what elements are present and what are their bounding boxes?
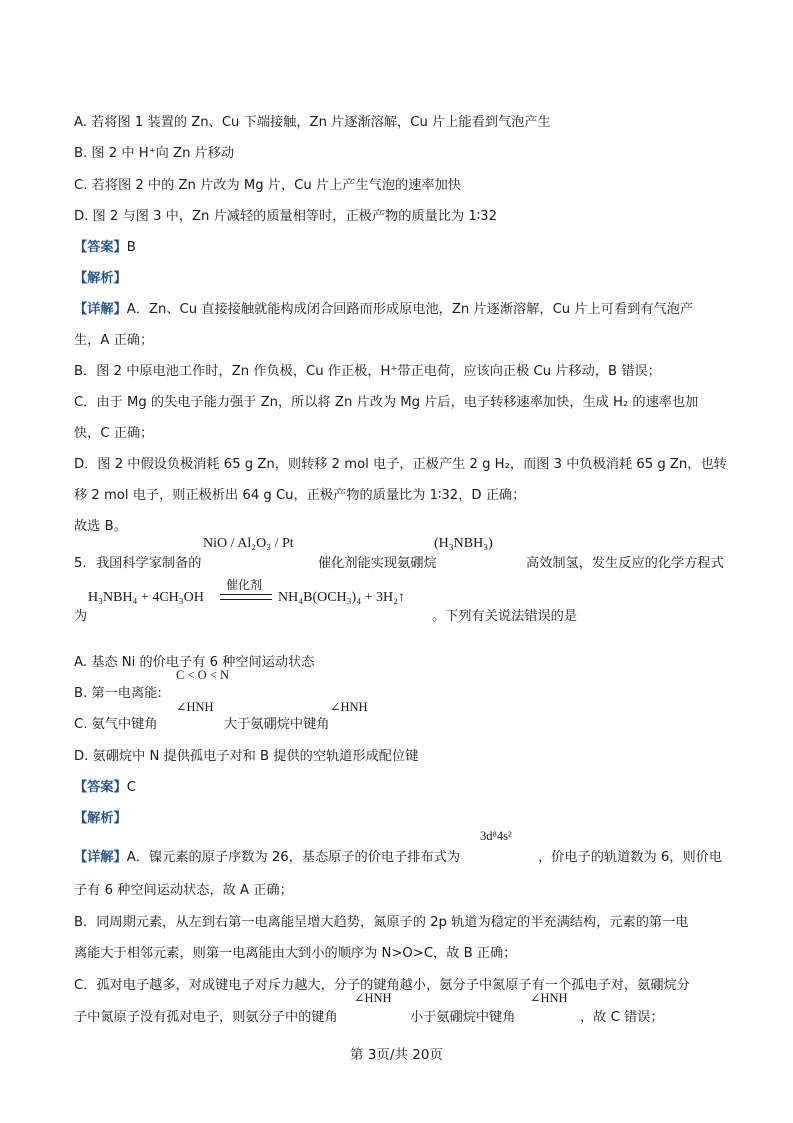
q5-stem-part1: 我国科学家制备的 xyxy=(96,556,202,571)
q5-answer xyxy=(74,779,136,797)
answer-value: C xyxy=(126,780,136,795)
q5-catalyst-formula: NiO / Al₂O₃ / Pt xyxy=(203,536,294,551)
q5-detail-c2b: 小于氨硼烷中键角 xyxy=(410,1010,516,1025)
q5-option-c-angle1: ∠HNH xyxy=(176,700,214,714)
q4-detail-d1: D．图 2 中假设负极消耗 65 g Zn，则转移 2 mol 电子，正极产生 2 g H₂，而图 3 中负极消耗 65 g Zn，也转 xyxy=(74,457,727,472)
q5-equation-left: H₃NBH₄ + 4CH₃OH xyxy=(88,590,204,605)
q5-stem-part3: 高效制氢，发生反应的化学方程式 xyxy=(526,556,724,571)
answer-value: B xyxy=(126,240,136,255)
page-footer: 第 3页/共 20页 xyxy=(350,1047,443,1063)
q5-electron-config: 3d⁸4s² xyxy=(480,829,512,843)
q4-option-d: D. 图 2 与图 3 中，Zn 片减轻的质量相等时，正极产物的质量比为 1∶32 xyxy=(74,209,497,224)
q4-analysis-label: 【解析】 xyxy=(74,271,127,286)
q5-number: 5. xyxy=(74,556,87,571)
q5-detail-b1: B．同周期元素，从左到右第一电离能呈增大趋势，氮原子的 2p 轨道为稳定的半充满结构，元素的第一电 xyxy=(74,915,689,930)
q5-option-a: A. 基态 Ni 的价电子有 6 种空间运动状态 xyxy=(74,655,315,670)
q5-detail-a1 xyxy=(74,849,460,867)
q5-analysis-label: 【解析】 xyxy=(74,811,127,826)
q5-detail-c1: C．孤对电子越多，对成键电子对斥力越大，分子的键角越小，氨分子中氮原子有一个孤电子对，氨硼烷分 xyxy=(74,978,690,993)
q4-answer xyxy=(74,239,136,257)
q4-option-c: C. 若将图 2 中的 Zn 片改为 Mg 片，Cu 片上产生气泡的速率加快 xyxy=(74,178,461,193)
q5-detail-c2-angle2: ∠HNH xyxy=(530,991,568,1005)
q5-option-b-formula: C < O < N xyxy=(176,668,229,682)
q5-option-b: B. 第一电离能: xyxy=(74,686,162,701)
answer-label: 【答案】 xyxy=(74,780,127,795)
q5-detail-c2c: ，故 C 错误； xyxy=(580,1010,664,1025)
answer-label: 【答案】 xyxy=(74,240,127,255)
q4-detail-c2: 快，C 正确； xyxy=(74,426,154,441)
q5-detail-c2a: 子中氮原子没有孤对电子，则氨分子中的键角 xyxy=(74,1010,338,1025)
q4-option-b: B. 图 2 中 H⁺向 Zn 片移动 xyxy=(74,146,235,161)
q5-detail-a3: 子有 6 种空间运动状态，故 A 正确； xyxy=(74,883,293,898)
q4-detail-a1 xyxy=(74,301,693,319)
q5-detail-a2: ，价电子的轨道数为 6，则价电 xyxy=(538,850,723,865)
q5-ammonia-borane-formula: (H₃NBH₃) xyxy=(434,536,493,551)
q4-option-a: A. 若将图 1 装置的 Zn、Cu 下端接触，Zn 片逐渐溶解，Cu 片上能看到气泡产生 xyxy=(74,115,551,130)
q5-stem-part5: 。下列有关说法错误的是 xyxy=(432,609,578,624)
q5-option-d: D. 氨硼烷中 N 提供孤电子对和 B 提供的空轨道形成配位键 xyxy=(74,749,419,764)
q5-detail-c2-angle1: ∠HNH xyxy=(354,991,392,1005)
q5-stem-part4: 为 xyxy=(74,609,88,624)
q5-option-c-part2: 大于氨硼烷中键角 xyxy=(224,717,330,732)
detail-label: 【详解】 xyxy=(74,850,127,865)
q5-equation-equals xyxy=(220,594,272,600)
q5-equation-right: NH₄B(OCH₃)₄ + 3H₂↑ xyxy=(278,590,405,605)
q5-stem-part2: 催化剂能实现氨硼烷 xyxy=(318,556,437,571)
detail-label: 【详解】 xyxy=(74,302,127,317)
q5-detail-b2: 离能大于相邻元素，则第一电离能由大到小的顺序为 N>O>C，故 B 正确； xyxy=(74,946,517,961)
q4-conclusion: 故选 B。 xyxy=(74,519,127,534)
q4-detail-d2: 移 2 mol 电子，则正极析出 64 g Cu，正极产物的质量比为 1∶32，D 正确； xyxy=(74,488,526,503)
q5-option-c-part1: C. 氨气中键角 xyxy=(74,717,158,732)
q5-option-c-angle2: ∠HNH xyxy=(330,700,368,714)
q4-detail-b: B．图 2 中原电池工作时，Zn 作负极，Cu 作正极，H⁺带正电荷，应该向正极 Cu 片移动，B 错误； xyxy=(74,364,661,379)
q4-detail-a2: 生，A 正确； xyxy=(74,333,154,348)
detail-text: A．镍元素的原子序数为 26，基态原子的价电子排布式为 xyxy=(126,850,461,865)
q5-equation-catalyst: 催化剂 xyxy=(226,578,263,592)
detail-text: A．Zn、Cu 直接接触就能构成闭合回路而形成原电池，Zn 片逐渐溶解，Cu 片上可看到有气泡产 xyxy=(126,302,694,317)
q4-detail-c1: C．由于 Mg 的失电子能力强于 Zn，所以将 Zn 片改为 Mg 片后，电子转移速率加快，生成 H₂ 的速率也加 xyxy=(74,395,699,410)
